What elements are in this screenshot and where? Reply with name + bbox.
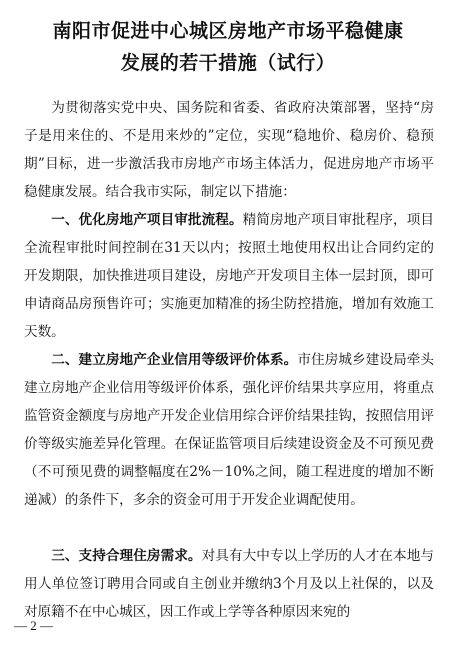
intro-paragraph: 为贯彻落实党中央、国务院和省委、省政府决策部署，坚持“房子是用来住的、不是用来炒的”定位，实现“稳地价、稳房价、稳预期”目标，进一步激活我市房地产市场主体活力，促进房地产市场平稳健康发展。结合我市实际，制定以下措施： bbox=[24, 100, 434, 200]
page-number: — 2 — bbox=[14, 618, 53, 633]
section-2-heading: 二、建立房地产企业信用等级评价体系。 bbox=[51, 352, 298, 368]
section-1-paragraph bbox=[24, 206, 434, 346]
section-3-heading: 三、支持合理住房需求。 bbox=[51, 548, 202, 564]
document-title-line-1: 南阳市促进中心城区房地产市场平稳健康 bbox=[52, 20, 404, 42]
section-1-heading: 一、优化房地产项目审批流程。 bbox=[51, 212, 243, 228]
document-title-line-2: 发展的若干措施（试行） bbox=[120, 52, 336, 74]
section-1-body: 精简房地产项目审批程序，项目全流程审批时间控制在31天以内；按照土地使用权出让合同约定的开发期限，加快推进项目建设，房地产开发项目主体一层封顶，即可申请商品房预售许可；实施更加精准的扬尘防控措施，增加有效施工天数。 bbox=[24, 212, 435, 340]
section-2-paragraph bbox=[24, 346, 434, 514]
section-2-body: 市住房城乡建设局牵头建立房地产企业信用等级评价体系，强化评价结果共享应用，将重点监管资金额度与房地产开发企业信用综合评价结果挂钩，按照信用评价等级实施差异化管理。在保证监管项目后续建设资金及不可预见费（不可预见费的调整幅度在2%－10%之间，随工程进度的增加不断递减）的条件下，多余的资金可用于开发企业调配使用。 bbox=[24, 352, 435, 508]
section-3-paragraph bbox=[24, 542, 434, 626]
section-3-body: 对具有大中专以上学历的人才在本地与用人单位签订聘用合同或自主创业并缴纳3个月及以上社保的，以及对原籍不在中心城区，因工作或上学等各种原因来宛的 bbox=[24, 548, 434, 620]
